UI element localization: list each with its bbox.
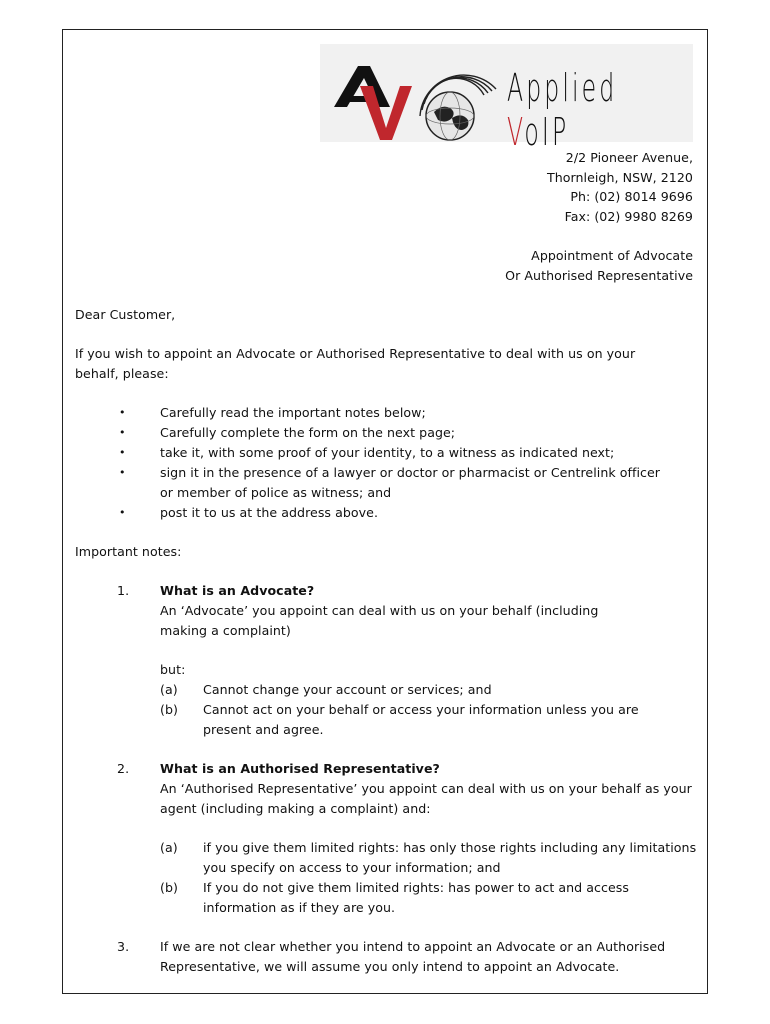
- intro-text: If you wish to appoint an Advocate or Authorised Representative to deal with us on your: [75, 346, 636, 361]
- sub-item-text: present and agree.: [203, 722, 324, 737]
- step-item: Carefully read the important notes below;: [160, 405, 426, 420]
- notes-heading: Important notes:: [75, 544, 182, 559]
- sub-item-label: (b): [160, 702, 178, 717]
- sub-item-label: (b): [160, 880, 178, 895]
- document-subtitle: Or Authorised Representative: [505, 268, 693, 283]
- note-text: An ‘Advocate’ you appoint can deal with us on your behalf (including: [160, 603, 599, 618]
- logo-wordmark: Applied VoIP: [507, 66, 618, 154]
- fax-line: Fax: (02) 9980 8269: [564, 209, 693, 224]
- sub-item-text: information as if they are you.: [203, 900, 396, 915]
- sub-item-text: you specify on access to your information; and: [203, 860, 501, 875]
- note-heading: What is an Advocate?: [160, 583, 315, 598]
- note-number: 3.: [117, 939, 130, 954]
- sub-item-label: (a): [160, 682, 178, 697]
- note-text: agent (including making a complaint) and:: [160, 801, 431, 816]
- document-title: Appointment of Advocate: [531, 248, 693, 263]
- sub-item-label: (a): [160, 840, 178, 855]
- document-page: [62, 29, 708, 994]
- note-text: If we are not clear whether you intend to appoint an Advocate or an Authorised: [160, 939, 666, 954]
- address-line: 2/2 Pioneer Avenue,: [565, 150, 693, 165]
- sub-item-text: If you do not give them limited rights: has power to act and access: [203, 880, 630, 895]
- step-item: Carefully complete the form on the next page;: [160, 425, 456, 440]
- note-text: making a complaint): [160, 623, 291, 638]
- step-item: sign it in the presence of a lawyer or doctor or pharmacist or Centrelink officer: [160, 465, 661, 480]
- sub-item-text: if you give them limited rights: has only those rights including any limitations: [203, 840, 697, 855]
- greeting: Dear Customer,: [75, 307, 176, 322]
- sub-item-text: Cannot change your account or services; and: [203, 682, 492, 697]
- bullet: •: [119, 406, 126, 419]
- intro-text: behalf, please:: [75, 366, 169, 381]
- step-item: or member of police as witness; and: [160, 485, 392, 500]
- note-text: An ‘Authorised Representative’ you appoint can deal with us on your behalf as your: [160, 781, 692, 796]
- note-heading: What is an Authorised Representative?: [160, 761, 440, 776]
- note-text: but:: [160, 662, 186, 677]
- applied-voip-logo: [320, 44, 693, 154]
- bullet: •: [119, 506, 126, 519]
- note-text: Representative, we will assume you only intend to appoint an Advocate.: [160, 959, 620, 974]
- note-number: 1.: [117, 583, 130, 598]
- bullet: •: [119, 466, 126, 479]
- note-number: 2.: [117, 761, 130, 776]
- phone-line: Ph: (02) 8014 9696: [570, 189, 693, 204]
- bullet: •: [119, 426, 126, 439]
- sub-item-text: Cannot act on your behalf or access your information unless you are: [203, 702, 639, 717]
- step-item: post it to us at the address above.: [160, 505, 379, 520]
- address-line: Thornleigh, NSW, 2120: [546, 170, 693, 185]
- bullet: •: [119, 446, 126, 459]
- step-item: take it, with some proof of your identity, to a witness as indicated next;: [160, 445, 615, 460]
